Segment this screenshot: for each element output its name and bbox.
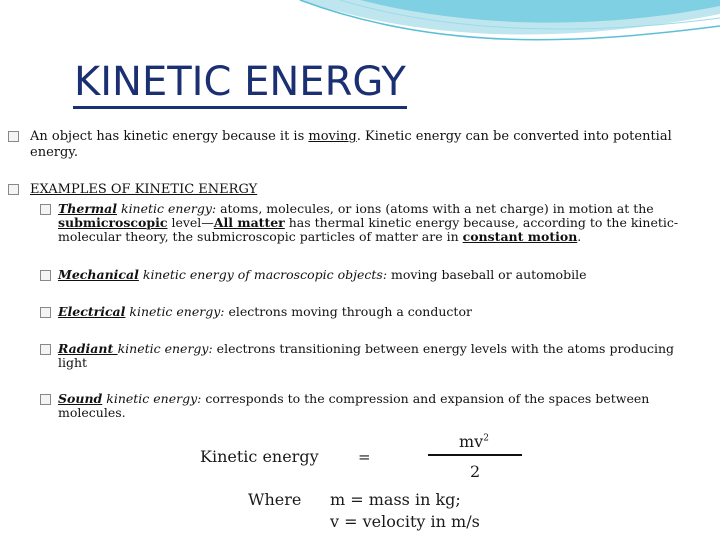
- formula-lhs: Kinetic energy: [200, 447, 319, 466]
- thermal-type: kinetic energy:: [117, 201, 217, 216]
- thermal-line-2: [58, 216, 678, 230]
- mechanical-label: Mechanical: [58, 267, 139, 282]
- velocity-definition: v = velocity in m/s: [330, 512, 480, 531]
- formula-numerator: [459, 432, 489, 451]
- sub-bullet-icon: [40, 344, 51, 355]
- radiant-line-2: light: [58, 355, 88, 370]
- examples-heading: EXAMPLES OF KINETIC ENERGY: [30, 182, 258, 197]
- electrical-line: [58, 305, 472, 319]
- thermal-line-3: [58, 230, 581, 244]
- radiant-type: kinetic energy:: [117, 341, 213, 356]
- intro-text-cont: . Kinetic energy can be converted into potential: [356, 129, 672, 144]
- intro-line-1: [30, 129, 672, 144]
- thermal-desc: atoms, molecules, or ions (atoms with a net charge) in motion at the: [216, 201, 654, 216]
- bullet-icon: [8, 184, 19, 195]
- fraction-bar: [428, 454, 522, 456]
- intro-text: An object has kinetic energy because it is: [30, 129, 309, 144]
- sound-line-1: [58, 392, 649, 406]
- formula-exponent: 2: [483, 433, 489, 444]
- formula-mv: mv: [459, 432, 484, 451]
- sub-bullet-icon: [40, 204, 51, 215]
- intro-moving: moving: [308, 129, 357, 144]
- thermal-text: .: [577, 229, 582, 244]
- sound-type: kinetic energy:: [102, 391, 202, 406]
- mechanical-desc: moving baseball or automobile: [387, 267, 587, 282]
- sub-bullet-icon: [40, 307, 51, 318]
- mechanical-line: [58, 268, 586, 282]
- radiant-desc: electrons transitioning between energy levels with the atoms producing: [212, 341, 675, 356]
- thermal-text: has thermal kinetic energy because, according to the kinetic-: [284, 215, 679, 230]
- formula-denominator: 2: [470, 462, 481, 481]
- electrical-label: Electrical: [58, 304, 126, 319]
- thermal-text: molecular theory, the submicroscopic particles of matter are in: [58, 229, 463, 244]
- thermal-submicroscopic: submicroscopic: [58, 215, 168, 230]
- thermal-label: Thermal: [58, 201, 118, 216]
- sound-label: Sound: [58, 391, 103, 406]
- mechanical-type: kinetic energy of macroscopic objects:: [138, 267, 388, 282]
- electrical-desc: electrons moving through a conductor: [224, 304, 472, 319]
- thermal-all-matter: All matter: [213, 215, 285, 230]
- radiant-label: Radiant: [58, 341, 118, 356]
- sound-desc: corresponds to the compression and expansion of the spaces between: [201, 391, 650, 406]
- sub-bullet-icon: [40, 270, 51, 281]
- bullet-icon: [8, 131, 19, 142]
- mass-definition: m = mass in kg;: [330, 490, 461, 509]
- intro-line-2: energy.: [30, 145, 79, 160]
- sub-bullet-icon: [40, 394, 51, 405]
- electrical-type: kinetic energy:: [125, 304, 225, 319]
- thermal-constant-motion: constant motion: [462, 229, 578, 244]
- radiant-line-1: [58, 342, 674, 356]
- formula-equals: =: [358, 448, 371, 466]
- page-title: KINETIC ENERGY: [73, 58, 407, 109]
- where-label: Where: [248, 490, 302, 509]
- sound-line-2: molecules.: [58, 405, 126, 420]
- thermal-line-1: [58, 202, 654, 216]
- thermal-text: level—: [167, 215, 214, 230]
